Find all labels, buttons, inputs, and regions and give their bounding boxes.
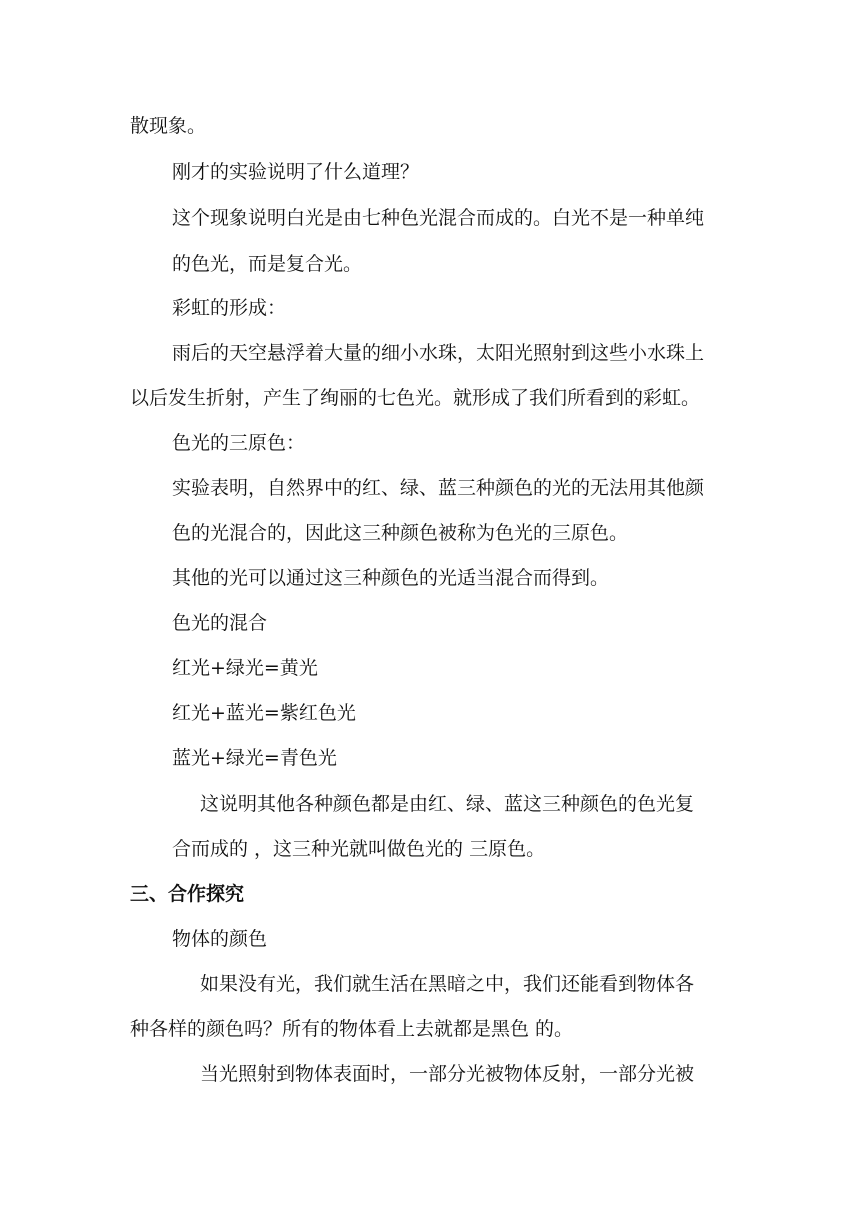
text-line-21: 种各样的颜色吗？所有的物体看上去就都是黑色 的。: [130, 1018, 574, 1040]
text-line-16: 这说明其他各种颜色都是由红、绿、蓝这三种颜色的色光复: [200, 793, 695, 815]
text-line-11: 其他的光可以通过这三种颜色的光适当混合而得到。: [172, 567, 610, 589]
text-line-15: 蓝光+绿光=青色光: [172, 747, 337, 769]
section-heading: 三、合作探究: [130, 883, 245, 905]
text-line-20: 如果没有光，我们就生活在黑暗之中，我们还能看到物体各: [200, 973, 695, 995]
text-line-13: 红光+绿光=黄光: [172, 657, 318, 679]
text-line-12: 色光的混合: [172, 612, 268, 634]
text-line-10: 色的光混合的，因此这三种颜色被称为色光的三原色。: [172, 522, 629, 544]
text-line-9: 实验表明，自然界中的红、绿、蓝三种颜色的光的无法用其他颜: [172, 477, 705, 499]
text-line-17: 合而成的 ，这三种光就叫做色光的 三原色。: [172, 838, 546, 860]
text-line-7: 以后发生折射，产生了绚丽的七色光。就形成了我们所看到的彩虹。: [130, 387, 701, 409]
text-line-19: 物体的颜色: [172, 928, 268, 950]
text-line-2: 刚才的实验说明了什么道理？: [172, 161, 420, 183]
text-line-5: 彩虹的形成：: [172, 297, 287, 319]
text-line-8: 色光的三原色：: [172, 432, 306, 454]
text-line-6: 雨后的天空悬浮着大量的细小水珠，太阳光照射到这些小水珠上: [172, 342, 705, 364]
text-line-3: 这个现象说明白光是由七种色光混合而成的。白光不是一种单纯: [172, 207, 705, 229]
text-line-14: 红光+蓝光=紫红色光: [172, 702, 356, 724]
text-line-1: 散现象。: [130, 115, 207, 137]
text-line-4: 的色光，而是复合光。: [172, 253, 363, 275]
text-line-22: 当光照射到物体表面时，一部分光被物体反射，一部分光被: [200, 1063, 695, 1085]
